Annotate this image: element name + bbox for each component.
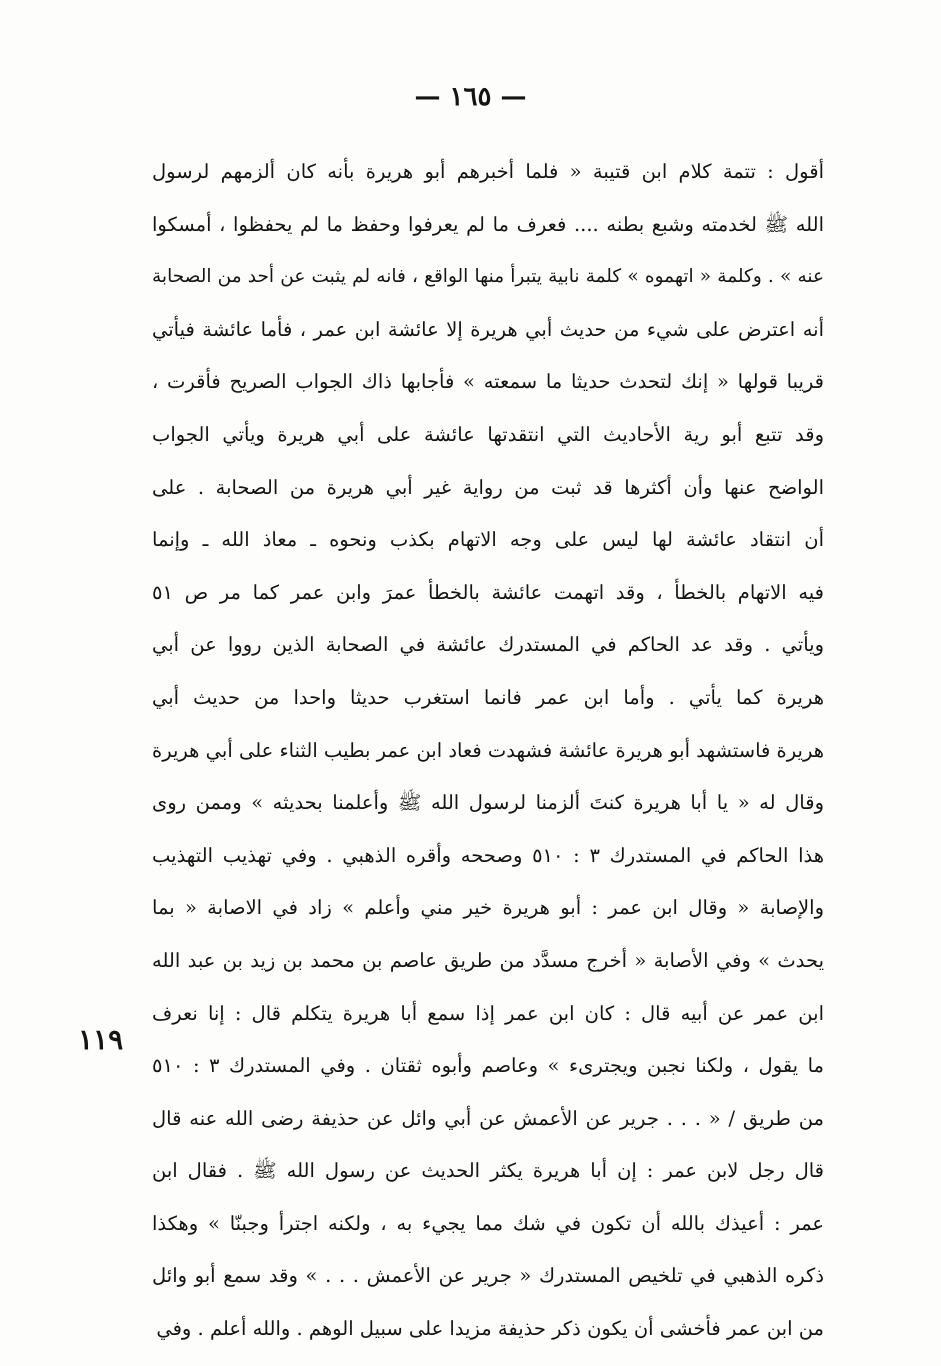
text-line: ما يقول ، ولكنا نجبن ويجترىء » وعاصم وأبوه ثقتان . وفي المستدرك ٣ : ٥١٠ xyxy=(152,1054,825,1078)
text-line: هذا الحاكم في المستدرك ٣ : ٥١٠ وصححه وأقره الذهبي . وفي تهذيب التهذيب xyxy=(152,843,825,867)
text-line: الواضح عنها وأن أكثرها قد ثبت من رواية غير أبي هريرة من الصحابة . على xyxy=(152,475,824,499)
page-number: — ١٦٥ — xyxy=(414,82,527,112)
text-line: أنه اعترض على شيء من حديث أبي هريرة إلا عائشة ابن عمر ، فأما عائشة فيأتي xyxy=(152,317,824,341)
text-line: وقد تتبع أبو رية الأحاديث التي انتقدتها عائشة على أبي هريرة ويأتي الجواب xyxy=(152,422,824,446)
margin-note: ١١٩ xyxy=(78,1023,124,1056)
text-line: عنه » . وكلمة « اتهموه » كلمة نابية يتبرأ منها الواقع ، فانه لم يثبت عن أحد من الصحابة xyxy=(152,266,824,288)
text-line: هريرة كما يأتي . وأما ابن عمر فانما استغرب حديثا واحدا من حديث أبي xyxy=(152,685,824,709)
text-line: أقول : تتمة كلام ابن قتيبة « فلما أخبرهم أبو هريرة بأنه كان ألزمهم لرسول xyxy=(152,160,824,183)
text-line: قريبا قولها « إنك لتحدث حديثا ما سمعته » فأجابها ذاك الجواب الصريح فأقرت ، xyxy=(152,370,824,394)
text-line: عمر : أعيذك بالله أن تكون في شك مما يجيء به ، ولكنه اجترأ وجبنّا » وهكذا xyxy=(152,1211,824,1235)
text-line: قال رجل لابن عمر : إن أبا هريرة يكثر الحديث عن رسول الله ﷺ . فقال ابن xyxy=(152,1159,824,1183)
text-line: والإصابة « وقال ابن عمر : أبو هريرة خير مني وأعلم » زاد في الاصابة « بما xyxy=(152,896,824,920)
body-text xyxy=(152,146,824,1356)
text-line: ذكره الذهبي في تلخيص المستدرك « جرير عن الأعمش . . . » وقد سمع أبو وائل xyxy=(152,1264,824,1288)
text-line: من طريق / « . . . جرير عن الأعمش عن أبي وائل عن حذيفة رضى الله عنه قال xyxy=(152,1106,824,1130)
text-line: ابن عمر عن أبيه قال : كان ابن عمر إذا سمع أبا هريرة يتكلم قال : إنا نعرف xyxy=(152,1001,824,1025)
text-line: يحدث » وفي الأصابة « أخرج مسدَّد من طريق عاصم بن محمد بن زيد بن عبد الله xyxy=(152,948,824,972)
text-line: وقال له « يا أبا هريرة كنتَ ألزمنا لرسول الله ﷺ وأعلمنا بحديثه » وممن روى xyxy=(152,791,824,815)
text-line: من ابن عمر فأخشى أن يكون ذكر حذيفة مزيدا على سبيل الوهم . والله أعلم . وفي xyxy=(156,1317,824,1341)
text-line: الله ﷺ لخدمته وشبع بطنه .... فعرف ما لم يعرفوا وحفظ ما لم يحفظوا ، أمسكوا xyxy=(152,212,824,236)
text-line: أن انتقاد عائشة لها ليس على وجه الاتهام بكذب ونحوه ـ معاذ الله ـ وإنما xyxy=(152,528,824,552)
text-line: فيه الاتهام بالخطأ ، وقد اتهمت عائشة بالخطأ عمرَ وابن عمر كما مر ص ٥١ xyxy=(152,580,824,604)
text-line: هريرة فاستشهد أبو هريرة عائشة فشهدت فعاد ابن عمر بطيب الثناء على أبي هريرة xyxy=(152,738,824,762)
text-line: ويأتي . وقد عد الحاكم في المستدرك عائشة في الصحابة الذين رووا عن أبي xyxy=(152,633,824,657)
